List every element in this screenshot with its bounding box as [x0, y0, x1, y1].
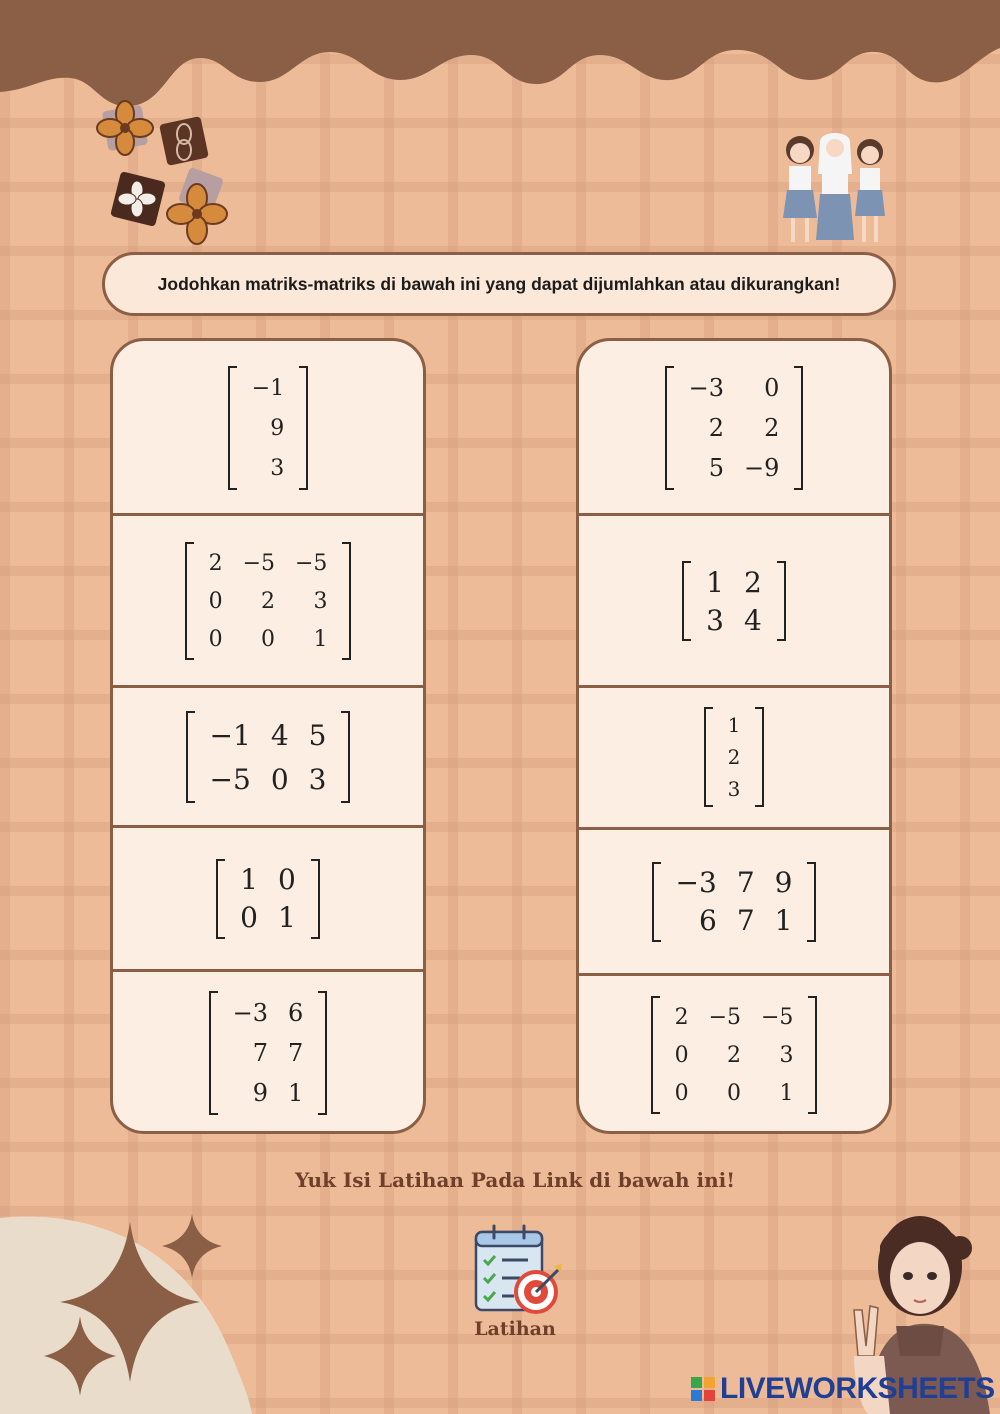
left-matrix-panel	[110, 338, 426, 1134]
matrix-entry: 2	[208, 550, 223, 576]
right-bracket	[777, 561, 786, 641]
left-matrix-cell-5[interactable]	[113, 972, 423, 1134]
matrix-entry: 6	[698, 904, 717, 937]
left-bracket	[651, 996, 660, 1114]
matrix	[185, 542, 352, 660]
right-bracket	[808, 996, 817, 1114]
matrix-entries	[661, 862, 808, 942]
matrix-entries	[225, 859, 311, 939]
matrix-entry: −5	[761, 1004, 794, 1030]
matrix-entries	[691, 561, 777, 641]
right-matrix-cell-1[interactable]	[579, 341, 889, 515]
matrix-entry: 1	[278, 901, 296, 934]
matrix	[228, 366, 308, 490]
matrix-entry: 0	[240, 901, 258, 934]
right-bracket	[755, 707, 764, 807]
matrix	[665, 366, 804, 490]
left-matrix-cell-2[interactable]	[113, 516, 423, 686]
right-bracket	[342, 542, 351, 660]
left-bracket	[704, 707, 713, 807]
left-bracket	[185, 542, 194, 660]
right-bracket	[807, 862, 816, 942]
matrix-entry: 0	[674, 1080, 689, 1106]
matrix	[682, 561, 786, 641]
matrix-entry: 1	[727, 713, 741, 737]
matrix-entry: −5	[708, 1004, 741, 1030]
matrix-entry: 1	[779, 1080, 794, 1106]
matrix-entry: 1	[288, 1079, 304, 1107]
matrix-entry: 3	[727, 777, 741, 801]
matrix-entry: −5	[242, 550, 275, 576]
matrix-entry: 3	[313, 588, 328, 614]
matrix-entry: 3	[779, 1042, 794, 1068]
matrix-entry: −3	[688, 374, 724, 402]
matrix-entry: −5	[295, 550, 328, 576]
matrix-entry: 0	[727, 1080, 741, 1106]
matrix-entry: 0	[278, 863, 296, 896]
matrix-entry: 7	[252, 1039, 269, 1067]
matrix-entry: 0	[261, 626, 275, 652]
right-matrix-cell-4[interactable]	[579, 830, 889, 973]
matrix-entry: −3	[675, 866, 717, 899]
right-matrix-cell-2[interactable]	[579, 516, 889, 686]
matrix-entry: 4	[270, 718, 289, 752]
matrix-entry: 6	[288, 999, 304, 1027]
left-bracket	[652, 862, 661, 942]
matrix-entry: 3	[706, 603, 724, 637]
left-matrix-cell-3[interactable]	[113, 688, 423, 826]
matrix-entry: 4	[744, 603, 762, 637]
matrix-entry: 5	[708, 454, 724, 482]
matrix	[651, 996, 818, 1114]
link-prompt: Yuk Isi Latihan Pada Link di bawah ini!	[294, 1168, 735, 1192]
right-bracket	[341, 711, 350, 803]
left-matrix-cell-4[interactable]	[113, 828, 423, 969]
matrix-entry: 2	[744, 565, 762, 599]
matrix-entry: 1	[313, 626, 328, 652]
left-bracket	[228, 366, 237, 490]
liveworksheets-watermark	[690, 1372, 995, 1406]
left-bracket	[682, 561, 691, 641]
matrix-entry: 2	[261, 588, 275, 614]
right-matrix-cell-3[interactable]	[579, 688, 889, 826]
students-illustration	[770, 128, 900, 250]
right-bracket	[318, 991, 327, 1115]
sparkle-stars-decoration	[0, 1212, 260, 1414]
matrix-entry: −1	[209, 718, 251, 752]
matrix	[186, 711, 351, 803]
instruction-text: Jodohkan matriks-matriks di bawah ini yang dapat dijumlahkan atau dikurangkan!	[157, 273, 841, 294]
matrix-entries	[218, 991, 319, 1115]
matrix-entry: 5	[308, 718, 327, 752]
watermark-text: LIVEWORKSHEETS	[720, 1372, 995, 1405]
matrix-entries	[237, 366, 299, 490]
left-bracket	[216, 859, 225, 939]
matrix-entry: −1	[251, 375, 285, 401]
matrix-entry: −3	[232, 999, 269, 1027]
matrix-entry: 1	[774, 904, 793, 937]
matrix-entries	[194, 542, 343, 660]
matrix-entries	[674, 366, 795, 490]
matrix	[216, 859, 320, 939]
matrix-entry: 2	[764, 414, 780, 442]
right-bracket	[794, 366, 803, 490]
matrix-entry: 0	[208, 588, 223, 614]
matrix-entry: 2	[727, 745, 741, 769]
right-bracket	[311, 859, 320, 939]
matrix-entry: 9	[774, 866, 793, 899]
matrix-entry: 1	[706, 565, 724, 599]
matrix	[652, 862, 817, 942]
liveworksheets-logo-icon	[690, 1376, 716, 1402]
left-bracket	[186, 711, 195, 803]
matrix-entry: 7	[288, 1039, 304, 1067]
matrix-entry: 0	[208, 626, 223, 652]
matrix-entry: 3	[308, 762, 327, 796]
matrix-entry: 9	[252, 1079, 269, 1107]
instruction-banner	[102, 252, 896, 316]
left-bracket	[665, 366, 674, 490]
matrix-entry: 3	[270, 455, 285, 481]
right-matrix-cell-5[interactable]	[579, 976, 889, 1134]
matrix-entry: 2	[708, 414, 724, 442]
matrix-entry: 0	[764, 374, 780, 402]
matrix-entry: 0	[270, 762, 289, 796]
matrix-entry: 9	[270, 415, 285, 441]
matrix-entries	[195, 711, 342, 803]
right-bracket	[299, 366, 308, 490]
matrix-entry: 2	[727, 1042, 741, 1068]
matrix-entry: 7	[736, 904, 755, 937]
matrix-entry: 0	[674, 1042, 689, 1068]
matrix-entry: −9	[744, 454, 780, 482]
left-bracket	[209, 991, 218, 1115]
latihan-link-label[interactable]: Latihan	[474, 1318, 556, 1340]
checklist-target-icon[interactable]	[470, 1222, 564, 1316]
matrix-entry: −5	[209, 762, 251, 796]
flower-tiles-decoration	[95, 98, 235, 246]
right-matrix-panel	[576, 338, 892, 1134]
matrix	[209, 991, 328, 1115]
matrix-entry: 2	[674, 1004, 689, 1030]
matrix-entry: 7	[736, 866, 755, 899]
matrix-entry: 1	[240, 863, 258, 896]
matrix	[704, 707, 765, 807]
matrix-entries	[660, 996, 809, 1114]
matrix-entries	[713, 707, 756, 807]
left-matrix-cell-1[interactable]	[113, 341, 423, 515]
